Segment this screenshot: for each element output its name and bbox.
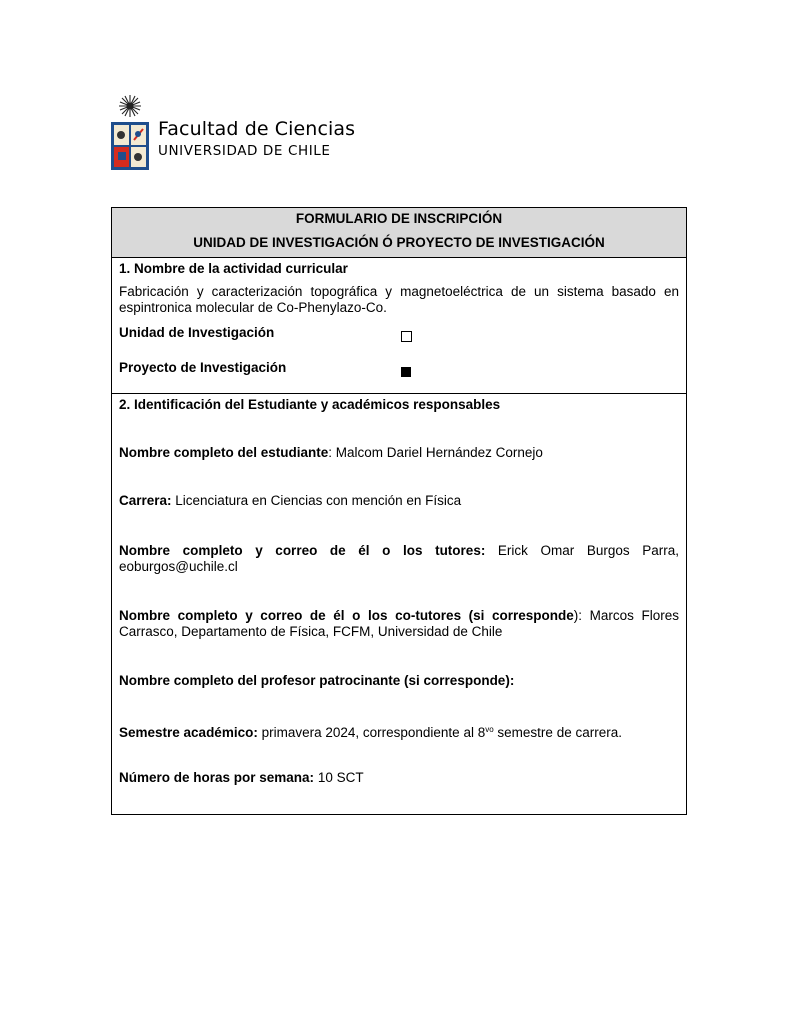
cotutors-value: ): Marcos Flores Carrasco, Departamento de Física, FCFM, Universidad de Chile: [119, 608, 679, 639]
semester-value-b: semestre de carrera.: [493, 725, 622, 740]
student-label: Nombre completo del estudiante: [119, 445, 329, 460]
tutors-field: [119, 543, 679, 575]
section-activity: [112, 258, 686, 394]
sponsor-label: Nombre completo del profesor patrocinante (si corresponde):: [119, 673, 515, 688]
career-label: Carrera:: [119, 493, 172, 508]
hours-value: 10 SCT: [314, 770, 364, 785]
cotutors-field: [119, 608, 679, 640]
student-field: [119, 445, 679, 461]
career-value: Licenciatura en Ciencias con mención en Física: [171, 493, 462, 508]
registration-form: [111, 207, 687, 815]
student-value: : Malcom Dariel Hernández Cornejo: [328, 445, 543, 460]
semester-value-a: primavera 2024, correspondiente al 8: [257, 725, 486, 740]
tutors-value: Erick Omar Burgos Parra, eoburgos@uchile.cl: [119, 543, 679, 574]
unidad-checkbox[interactable]: [401, 329, 412, 345]
option-proyecto-label: Proyecto de Investigación: [119, 360, 287, 375]
star-icon: [119, 95, 141, 117]
semester-field: [119, 722, 679, 741]
semester-ordinal: vo: [485, 725, 494, 734]
hours-label: Número de horas por semana:: [119, 770, 315, 785]
section2-heading: 2. Identificación del Estudiante y académicos responsables: [119, 397, 501, 412]
semester-label: Semestre académico:: [119, 725, 258, 740]
university-emblem-icon: [110, 92, 152, 174]
tutors-label: Nombre completo y correo de él o los tutores:: [119, 543, 486, 558]
logo-text: [158, 118, 355, 160]
form-subtitle: UNIDAD DE INVESTIGACIÓN Ó PROYECTO DE INVESTIGACIÓN: [193, 235, 605, 250]
faculty-name: Facultad de Ciencias: [158, 118, 356, 140]
career-field: [119, 493, 679, 509]
option-unidad-label: Unidad de Investigación: [119, 325, 275, 340]
form-title: FORMULARIO DE INSCRIPCIÓN: [295, 211, 503, 226]
cotutors-label: Nombre completo y correo de él o los co-tutores (si corresponde: [119, 608, 574, 623]
proyecto-checkbox[interactable]: [401, 364, 411, 380]
section1-heading: 1. Nombre de la actividad curricular: [119, 261, 348, 276]
hours-field: [119, 770, 679, 786]
university-name: UNIVERSIDAD DE CHILE: [158, 143, 331, 159]
faculty-logo: [110, 92, 370, 174]
form-header: [112, 208, 686, 258]
activity-name: Fabricación y caracterización topográfica y magnetoeléctrica de un sistema basado en espintronica molecular de Co-Phenylazo-Co.: [119, 284, 679, 315]
